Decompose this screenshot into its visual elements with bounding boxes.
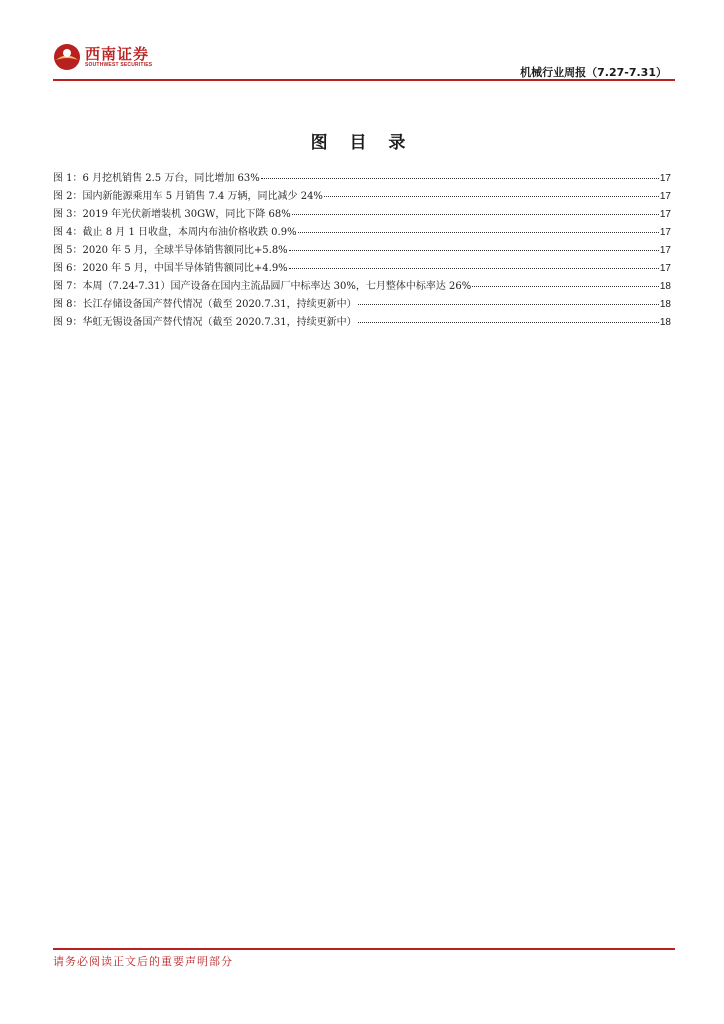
- toc-entry-page: 17: [659, 191, 671, 202]
- toc-entry-text: 6 月挖机销售 2.5 万台，同比增加 63%: [82, 173, 260, 184]
- company-logo: [53, 43, 152, 71]
- report-title: 机械行业周报（7.27-7.31）: [520, 66, 667, 79]
- southwest-securities-logo-icon: [53, 43, 81, 71]
- toc-entry-text: 2019 年光伏新增装机 30GW，同比下降 68%: [82, 209, 291, 220]
- toc-title: 图 目 录: [310, 133, 414, 153]
- toc-entry[interactable]: [53, 259, 671, 277]
- toc-entry-page: 17: [659, 227, 671, 238]
- logo-text: [85, 46, 152, 69]
- toc-entry-label: 图 4：: [53, 227, 83, 238]
- toc-entry-page: 17: [659, 173, 671, 184]
- toc-entry-page: 17: [659, 209, 671, 220]
- toc-entry[interactable]: [53, 169, 671, 187]
- toc-entry-leader: [298, 232, 659, 233]
- toc-entry-text: 本周（7.24-7.31）国产设备在国内主流晶圆厂中标率达 30%，七月整体中标率达 26%: [82, 281, 472, 292]
- footer-divider: [53, 948, 675, 950]
- toc-entry-text: 国内新能源乘用车 5 月销售 7.4 万辆，同比减少 24%: [82, 191, 323, 202]
- toc-entry-label: 图 7：: [53, 281, 83, 292]
- toc-entry-label: 图 9：: [53, 317, 83, 328]
- toc-entry-label: 图 1：: [53, 173, 83, 184]
- toc-entry[interactable]: [53, 313, 671, 331]
- toc-entry-page: 17: [659, 245, 671, 256]
- toc-entry[interactable]: [53, 277, 671, 295]
- toc-entry-leader: [324, 196, 659, 197]
- toc-entry-leader: [292, 214, 659, 215]
- footer-disclaimer: 请务必阅读正文后的重要声明部分: [53, 955, 233, 968]
- toc-entry-text: 华虹无锡设备国产替代情况（截至 2020.7.31，持续更新中）: [82, 317, 357, 328]
- logo-chinese-name: 西南证券: [85, 44, 150, 63]
- toc-entry[interactable]: [53, 241, 671, 259]
- page-header: [53, 40, 675, 82]
- toc-entry-leader: [358, 304, 659, 305]
- toc-entry-leader: [261, 178, 659, 179]
- toc-entry-leader: [289, 268, 659, 269]
- toc-entry[interactable]: [53, 187, 671, 205]
- toc-entry-page: 17: [659, 263, 671, 274]
- toc-entry-leader: [289, 250, 659, 251]
- header-divider: [53, 79, 675, 81]
- toc-entry-page: 18: [659, 299, 671, 310]
- toc-entry-label: 图 6：: [53, 263, 83, 274]
- toc-entry-text: 截止 8 月 1 日收盘，本周内布油价格收跌 0.9%: [82, 227, 297, 238]
- toc-entry-text: 长江存储设备国产替代情况（截至 2020.7.31，持续更新中）: [82, 299, 357, 310]
- toc-entry-text: 2020 年 5 月，全球半导体销售额同比+5.8%: [82, 245, 288, 256]
- toc-entry[interactable]: [53, 295, 671, 313]
- toc-entry[interactable]: [53, 205, 671, 223]
- toc-entry[interactable]: [53, 223, 671, 241]
- toc-entry-label: 图 5：: [53, 245, 83, 256]
- toc-entry-label: 图 2：: [53, 191, 83, 202]
- toc-entry-leader: [358, 322, 659, 323]
- toc-entry-leader: [472, 286, 659, 287]
- toc-entry-page: 18: [659, 281, 671, 292]
- toc-entry-label: 图 8：: [53, 299, 83, 310]
- toc-entry-label: 图 3：: [53, 209, 83, 220]
- toc-entry-text: 2020 年 5 月，中国半导体销售额同比+4.9%: [82, 263, 288, 274]
- logo-english-name: SOUTHWEST SECURITIES: [85, 61, 153, 68]
- toc-entry-page: 18: [659, 317, 671, 328]
- toc-list: [53, 169, 671, 331]
